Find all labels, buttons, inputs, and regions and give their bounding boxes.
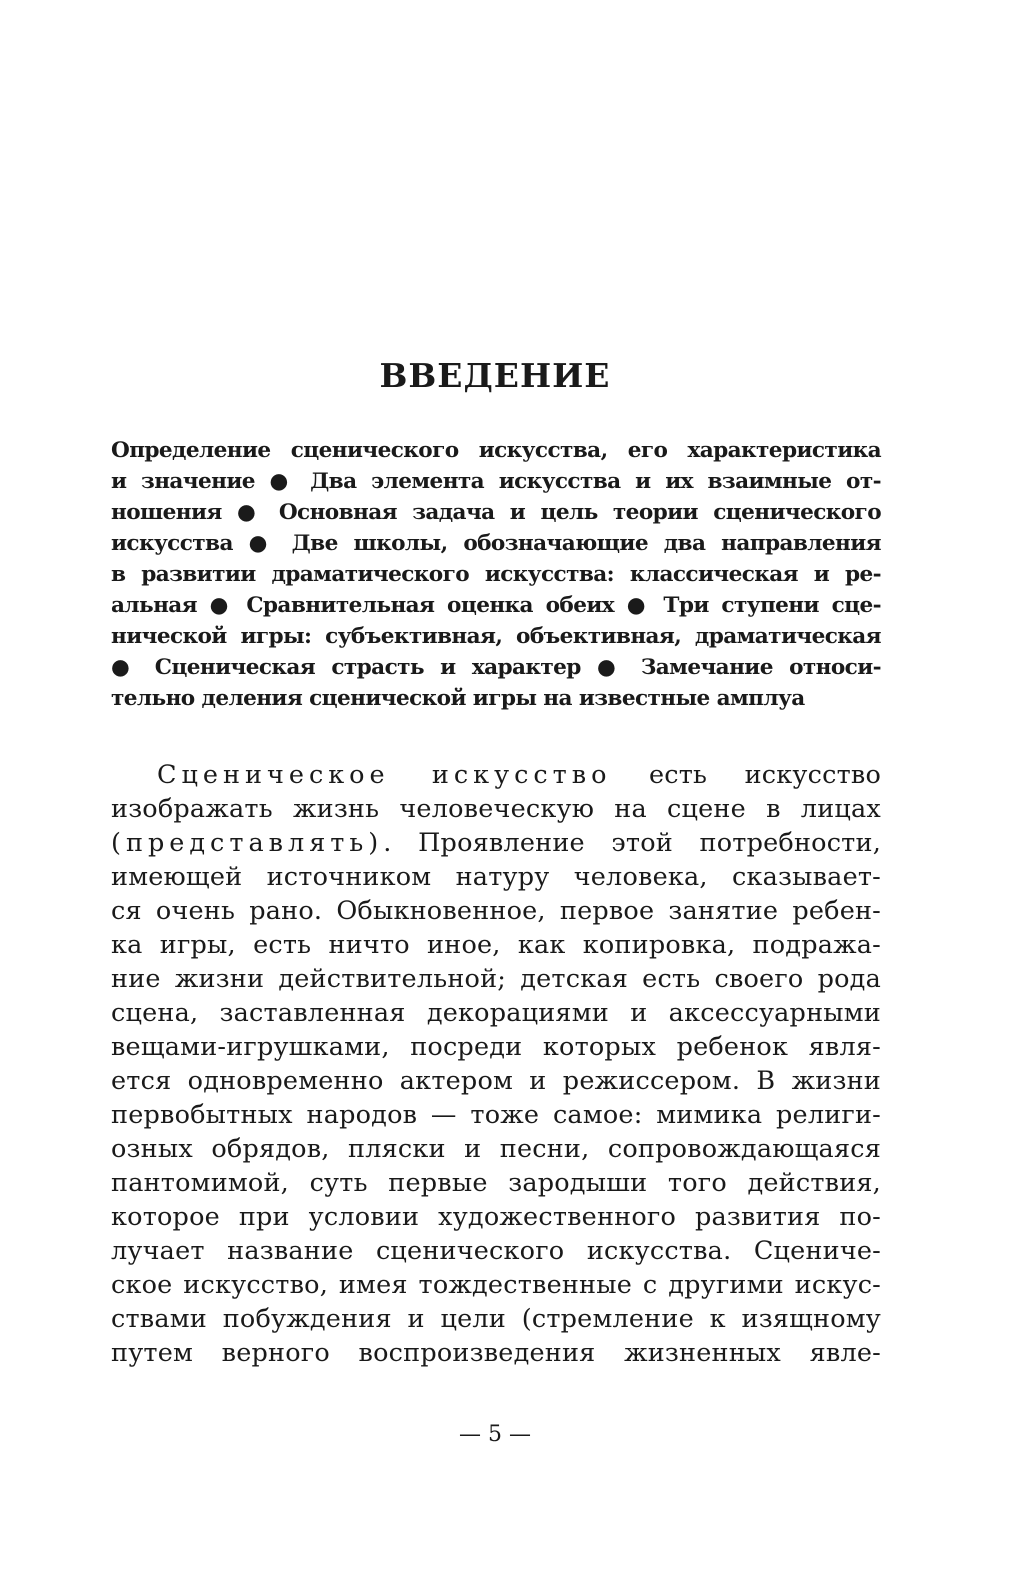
body-line-text: . Проявление этой потребности, [383, 828, 881, 858]
body-line: первобытных народов — тоже самое: мимика религи- [111, 1100, 881, 1130]
body-line: пантомимой, суть первые зародыши того действия, [111, 1168, 881, 1198]
body-line: путем верного воспроизведения жизненных явле- [111, 1338, 881, 1368]
page-number: — 5 — [459, 1422, 531, 1447]
body-line: лучает название сценического искусства. Сцениче- [111, 1236, 881, 1266]
chapter-title: ВВЕДЕНИЕ [379, 356, 611, 395]
body-line: ствами побуждения и цели (стремление к изящному [111, 1304, 881, 1334]
body-line: ка игры, есть ничто иное, как копировка, подража- [111, 930, 881, 960]
summary-line: в развитии драматического искусства: классическая и ре- [111, 562, 881, 587]
body-line: ся очень рано. Обыкновенное, первое занятие ребен- [111, 896, 881, 926]
body-line: ется одновременно актером и режиссером. В жизни [111, 1066, 881, 1096]
summary-line: альная ● Сравнительная оценка обеих ● Три ступени сце- [111, 593, 881, 618]
emphasized-term: Сценическое искусство [157, 760, 612, 790]
body-line: ское искусство, имея тождественные с другими искус- [111, 1270, 881, 1300]
emphasized-term: (представлять) [111, 828, 384, 858]
summary-line: Определение сценического искусства, его характеристика [111, 438, 881, 463]
body-line: вещами-игрушками, посреди которых ребенок явля- [111, 1032, 881, 1062]
body-line: сцена, заставленная декорациями и аксессуарными [111, 998, 881, 1028]
body-line-text: есть искусство [648, 760, 882, 790]
body-line [111, 826, 881, 860]
body-line: озных обрядов, пляски и песни, сопровождающаяся [111, 1134, 881, 1164]
summary-line: и значение ● Два элемента искусства и их взаимные от- [111, 469, 881, 494]
body-line: изображать жизнь человеческую на сцене в лицах [111, 794, 881, 824]
body-line: которое при условии художественного развития по- [111, 1202, 881, 1232]
summary-line: ● Сценическая страсть и характер ● Замечание относи- [111, 655, 881, 680]
summary-line: ношения ● Основная задача и цель теории сценического [111, 500, 881, 525]
summary-line: искусства ● Две школы, обозначающие два направления [111, 531, 881, 556]
summary-line: тельно деления сценической игры на известные амплуа [111, 686, 805, 711]
summary-line: нической игры: субъективная, объективная, драматическая [111, 624, 881, 649]
body-line [111, 758, 881, 792]
body-line: ние жизни действительной; детская есть своего рода [111, 964, 881, 994]
body-line: имеющей источником натуру человека, сказывает- [111, 862, 881, 892]
